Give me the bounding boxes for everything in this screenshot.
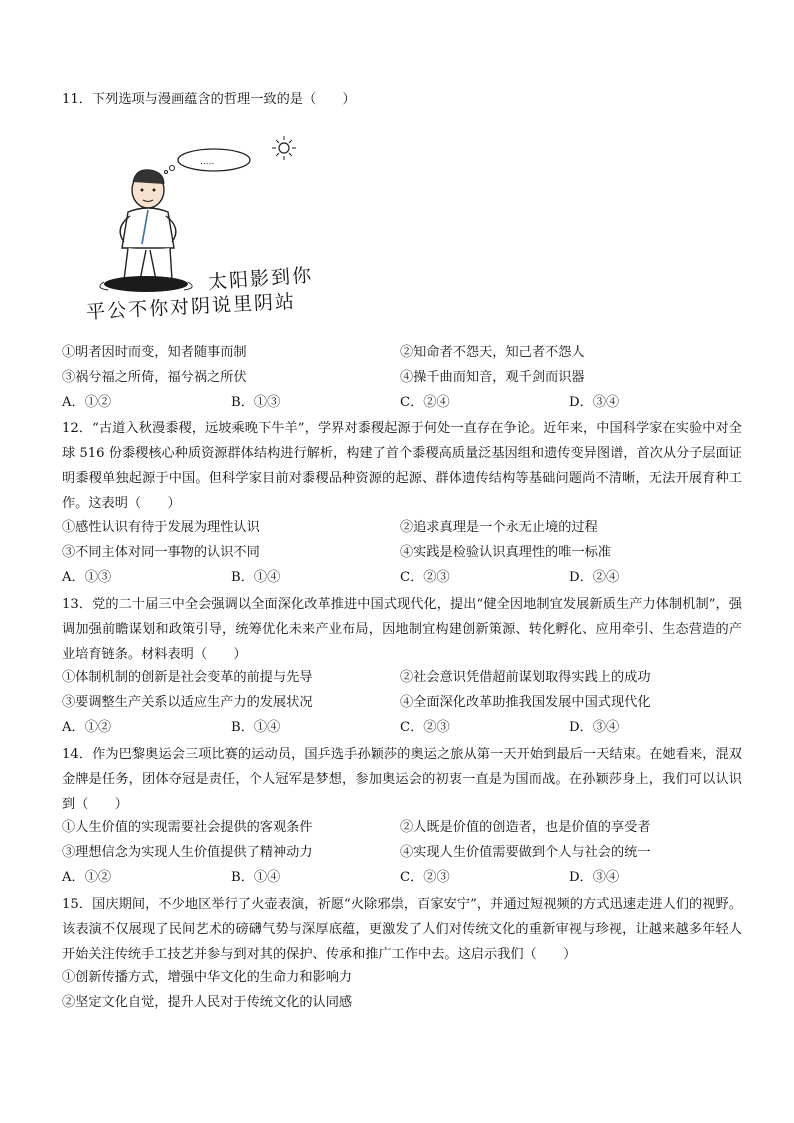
option-2: ②知命者不怨天，知己者不怨人 [400,345,585,360]
option-2: ②坚定文化自觉，提升人民对于传统文化的认同感 [62,995,353,1010]
svg-text:.....: ..... [200,157,215,167]
option-1: ①创新传播方式，增强中华文化的生命力和影响力 [62,970,353,985]
question-14-stem: 14．作为巴黎奥运会三项比赛的运动员，国乒选手孙颖莎的奥运之旅从第一天开始到最后一天结束。在她看来，混双金牌是任务，团体夺冠是责任，个人冠军是梦想，参加奥运会的初衷一直是为国而战。在孙颖莎身上，我们可以认识到（ ） [62,747,742,812]
answer-c[interactable]: C．②③ [400,870,450,885]
question-13-stem: 13．党的二十届三中全会强调以全面深化改革推进中国式现代化，提出“健全因地制宜发展新质生产力体制机制”，强调加强前瞻谋划和政策引导，统筹优化未来产业布局，因地制宜构建创新策源、转化孵化、应用牵引、生态营造的产业培育链条。材料表明（ ） [62,597,742,662]
option-3: ③要调整生产关系以适应生产力的发展状况 [62,695,313,710]
answer-d[interactable]: D．③④ [569,870,620,885]
cartoon-caption [86,264,336,324]
option-2: ②追求真理是一个永无止境的过程 [400,520,598,535]
answer-a[interactable]: A．①② [62,720,112,735]
question-12-stem: 12．“古道入秋漫黍稷，远坡乘晚下牛羊”，学界对黍稷起源于何处一直存在争论。近年来，中国科学家在实验中对全球 516 份黍稷核心种质资源群体结构进行解析，构建了首个黍稷高质量泛基因组和遗传变异图谱，首次从分子层面证明黍稷单独起源于中国。但科学家目前对黍稷品种资源的起源、群体遗传结构等基础问题尚不清晰，无法开展育种工作。这表明（ ） [62,421,742,511]
option-3: ③不同主体对同一事物的认识不同 [62,545,260,560]
answer-c[interactable]: C．②③ [400,570,450,585]
option-1: ①体制机制的创新是社会变革的前提与先导 [62,670,313,685]
option-1: ①感性认识有待于发展为理性认识 [62,520,260,535]
answer-b[interactable]: B．①④ [231,870,281,885]
answer-c[interactable]: C．②④ [400,395,450,410]
option-4: ④全面深化改革助推我国发展中国式现代化 [400,695,651,710]
option-1: ①人生价值的实现需要社会提供的客观条件 [62,820,313,835]
option-4: ④操千曲而知音，观千剑而识器 [400,370,585,385]
answer-a[interactable]: A．①② [62,870,112,885]
answer-a[interactable]: A．①② [62,395,112,410]
option-2: ②社会意识凭借超前谋划取得实践上的成功 [400,670,651,685]
answer-c[interactable]: C．②③ [400,720,450,735]
answer-a[interactable]: A．①③ [62,570,112,585]
question-15-stem: 15．国庆期间，不少地区举行了火壶表演，祈愿“火除邪祟，百家安宁”，并通过短视频的方式迅速走进人们的视野。该表演不仅展现了民间艺术的磅礴气势与深厚底蕴，更激发了人们对传统文化的重新审视与珍视，让越来越多年轻人开始关注传统手工技艺并参与到对其的保护、传承和推广工作中去。这启示我们（ ） [62,897,742,962]
option-3: ③祸兮福之所倚，福兮祸之所伏 [62,370,247,385]
answer-b[interactable]: B．①④ [231,720,281,735]
answer-b[interactable]: B．①③ [231,395,281,410]
option-2: ②人既是价值的创造者，也是价值的享受者 [400,820,651,835]
option-4: ④实践是检验认识真理性的唯一标准 [400,545,611,560]
answer-b[interactable]: B．①④ [231,570,281,585]
cartoon-caption-line-1: 太阳影到你 [207,264,314,294]
option-3: ③理想信念为实现人生价值提供了精神动力 [62,845,313,860]
answer-d[interactable]: D．③④ [569,395,620,410]
answer-d[interactable]: D．③④ [569,720,620,735]
option-4: ④实现人生价值需要做到个人与社会的统一 [400,845,651,860]
answer-d[interactable]: D．②④ [569,570,620,585]
question-11-stem: 11．下列选项与漫画蕴含的哲理一致的是（ ） [62,92,356,107]
option-1: ①明者因时而变，知者随事而制 [62,345,247,360]
cartoon-caption-line-2: 平公不你对阴说里阴站 [85,290,297,324]
